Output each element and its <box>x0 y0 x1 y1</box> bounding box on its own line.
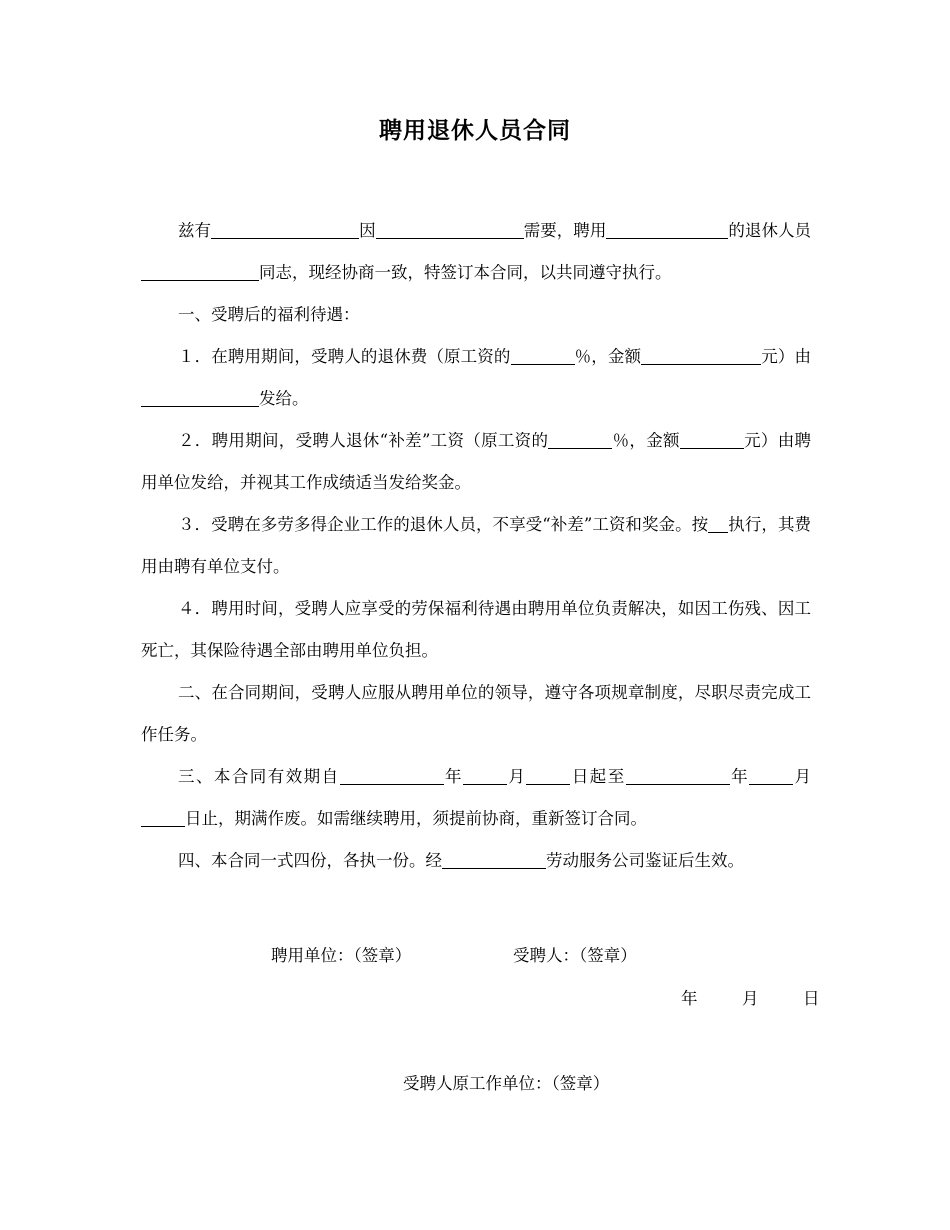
intro-text: 的退休人员 <box>728 221 812 240</box>
blank-field[interactable] <box>749 766 793 785</box>
year-label: 年 <box>443 767 463 786</box>
item-text: ％，金额 <box>612 431 680 450</box>
section1-item3 <box>141 504 811 588</box>
blank-field[interactable] <box>526 766 570 785</box>
blank-field[interactable] <box>463 766 507 785</box>
blank-field[interactable] <box>680 430 744 449</box>
section3-text: 三、本合同有效期自 <box>178 767 340 786</box>
section4-text: 劳动服务公司鉴证后生效。 <box>546 851 744 870</box>
intro-paragraph <box>141 210 811 294</box>
intro-text: 同志，现经协商一致，特签订本合同，以共同遵守执行。 <box>259 263 672 282</box>
section1-item1 <box>141 336 811 420</box>
item-text: ２．聘用期间，受聘人退休“补差”工资（原工资的 <box>178 431 549 450</box>
item-text: ３．受聘在多劳多得企业工作的退休人员，不享受“补差”工资和奖金。按 <box>178 515 709 534</box>
item-text: 元）由聘用单位发给，并视其工作成绩适当发给奖金。 <box>141 431 812 492</box>
blank-field[interactable] <box>511 346 575 365</box>
date-year-label: 年 <box>681 989 698 1008</box>
blank-field[interactable] <box>141 262 259 281</box>
intro-text: 兹有 <box>178 221 212 240</box>
page-title: 聘用退休人员合同 <box>379 117 571 144</box>
section3-paragraph <box>141 756 811 840</box>
section1-heading: 一、受聘后的福利待遇： <box>178 305 360 324</box>
month-label: 月 <box>506 767 527 786</box>
item-text: 发给。 <box>259 389 309 408</box>
date-month-label: 月 <box>742 989 759 1008</box>
item-text: 元）由 <box>761 347 811 366</box>
blank-field[interactable] <box>141 388 259 407</box>
blank-field[interactable] <box>626 766 730 785</box>
section4-paragraph <box>141 840 811 882</box>
year-label: 年 <box>729 767 750 786</box>
blank-field[interactable] <box>548 430 612 449</box>
blank-field[interactable] <box>641 346 761 365</box>
signing-date <box>681 985 820 1009</box>
month-label: 月 <box>793 767 812 786</box>
blank-field[interactable] <box>376 220 524 239</box>
section4-text: 四、本合同一式四份，各执一份。经 <box>178 851 442 870</box>
intro-text: 因 <box>359 221 376 240</box>
section1-item2 <box>141 420 811 504</box>
original-unit-signature: 受聘人原工作单位：（签章） <box>403 1074 610 1093</box>
item-text: ％，金额 <box>574 347 642 366</box>
employer-signature: 聘用单位：（签章） <box>271 946 412 965</box>
blank-field[interactable] <box>442 850 546 869</box>
item-text: 执行，其费用由聘有单位支付。 <box>141 515 811 576</box>
contract-body <box>141 210 811 882</box>
item-text: １．在聘用期间，受聘人的退休费（原工资的 <box>178 347 511 366</box>
section3-text: 日起至 <box>570 767 626 786</box>
section2-paragraph: 二、在合同期间，受聘人应服从聘用单位的领导，遵守各项规章制度，尽职尽责完成工作任务。 <box>141 683 811 744</box>
date-day-label: 日 <box>803 989 820 1008</box>
blank-field[interactable] <box>141 808 185 827</box>
blank-field[interactable] <box>606 220 728 239</box>
blank-field[interactable] <box>211 220 359 239</box>
blank-field[interactable] <box>708 514 728 533</box>
section1-item4: ４．聘用时间，受聘人应享受的劳保福利待遇由聘用单位负责解决，如因工伤残、因工死亡，其保险待遇全部由聘用单位负担。 <box>141 599 811 660</box>
intro-text: 需要，聘用 <box>523 221 607 240</box>
section3-text: 日止，期满作废。如需继续聘用，须提前协商，重新签订合同。 <box>185 809 647 828</box>
blank-field[interactable] <box>340 766 444 785</box>
employee-signature: 受聘人：（签章） <box>513 946 637 965</box>
